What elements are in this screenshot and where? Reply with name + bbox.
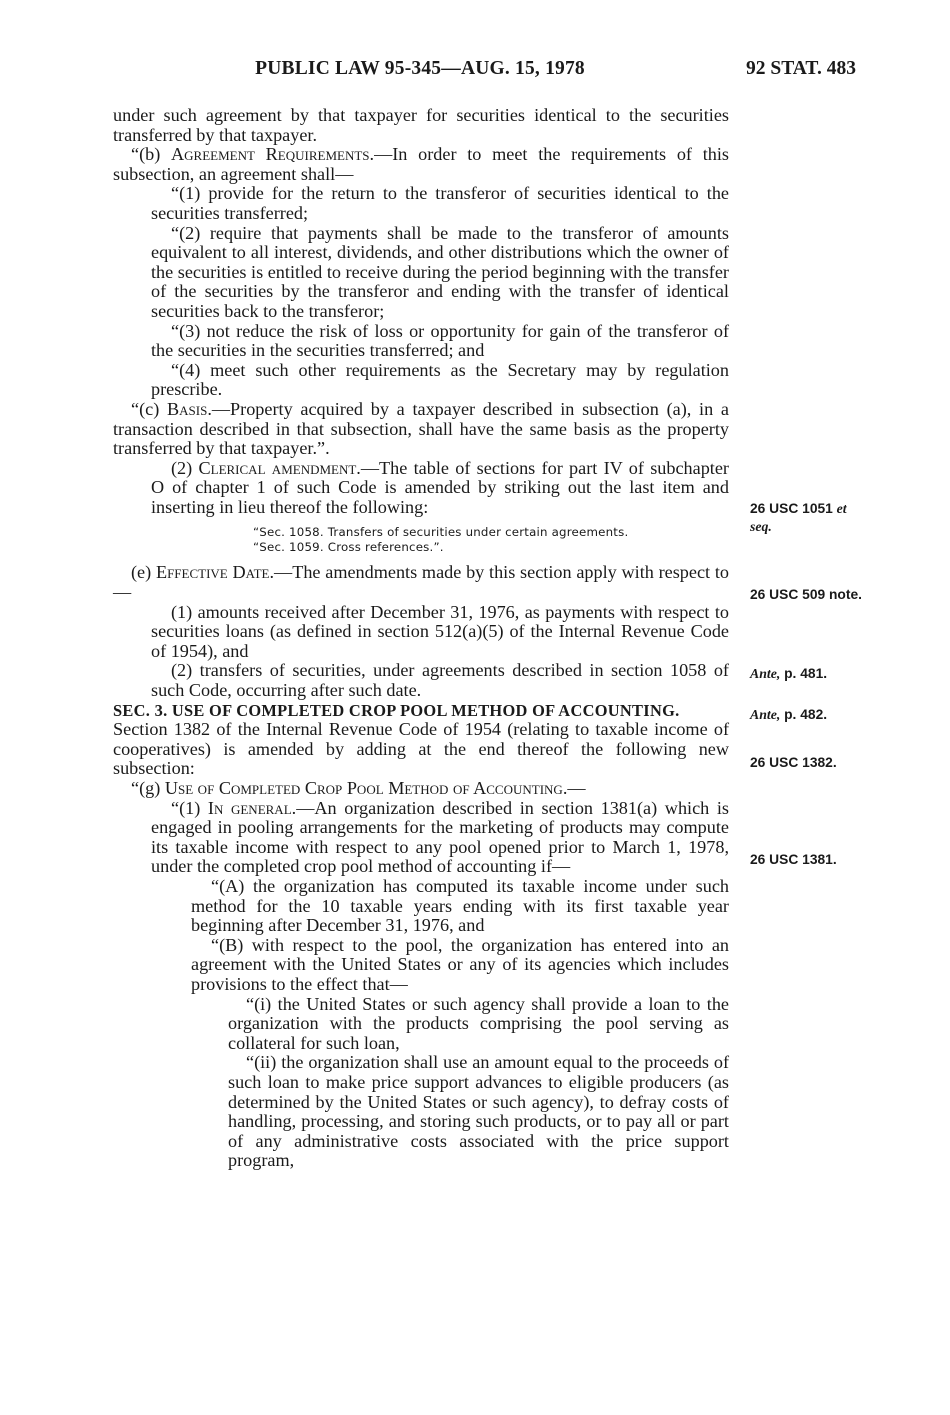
clause-i: “(i) the United States or such agency shall provide a loan to the organization with the products comprising the pool serving as collateral for such loan, (228, 993, 729, 1053)
statute-page-number: 92 STAT. 483 (746, 58, 856, 79)
table-of-sections (113, 525, 729, 555)
table-entry: “Sec. 1058. Transfers of securities under certain agreements. (253, 525, 629, 540)
paragraph-g1-heading: In general (207, 797, 292, 818)
subsection-c-heading: Basis (167, 398, 208, 419)
section-3-text: Section 1382 of the Internal Revenue Code of 1954 (relating to taxable income of cooperatives) is amended by adding at the end thereof the following new subsection: (113, 719, 729, 779)
subparagraph-A: “(A) the organization has computed its taxable income under such method for the 10 taxable years ending with its first taxable year beginning after December 31, 1976, and (191, 875, 729, 936)
clerical-amendment: (2) Clerical amendment.—The table of sections for part IV of subchapter O of chapter 1 of such Code is amended by striking out the last item and inserting in lieu thereof the following: (151, 457, 729, 517)
subsection-e: (e) Effective Date.—The amendments made by this section apply with respect to— (113, 562, 730, 603)
subparagraph-B: “(B) with respect to the pool, the organization has entered into an agreement with the United States or any of its agencies which includes provisions to the effect that— (191, 934, 729, 994)
margin-note-citation: 26 USC 1382. (750, 755, 837, 770)
paragraph-continuation: under such agreement by that taxpayer for securities identical to the securities transferred by that taxpayer. (113, 105, 729, 145)
paragraph-b2: “(2) require that payments shall be made to the transferor of amounts equivalent to all interest, dividends, and other distributions which the owner of the securities is entitled to receive during the period beginning with the transfer of the securities by the transferor and ending with the transfer of identical securities back to the transferor; (151, 222, 729, 321)
clerical-amendment-heading: Clerical amendment (198, 457, 357, 478)
paragraph-g1: “(1) In general.—An organization described in section 1381(a) which is engaged in pooling arrangements for the marketing of products may compute its taxable income with respect to any pool opened prior to March 1, 1978, under the completed crop pool method of accounting if— (151, 797, 730, 877)
paragraph-b1: “(1) provide for the return to the transferor of securities identical to the securities transferred; (151, 183, 729, 223)
subsection-g: “(g) Use of Completed Crop Pool Method of Accounting.— (131, 778, 586, 798)
subsection-b-heading: Agreement Requirements (171, 144, 370, 165)
clause-ii: “(ii) the organization shall use an amount equal to the proceeds of such loan to make price support advances to eligible producers (as determined by the United States or such agency), to defray costs of handling, processing, and storing such products, or to pay all or part of any administrative costs associated with the price support program, (228, 1052, 729, 1171)
margin-note-citation: 26 USC 1381. (750, 852, 837, 867)
margin-note-citation: 26 USC 1051 et seq. (750, 501, 847, 534)
running-header-title: PUBLIC LAW 95-345—AUG. 15, 1978 (255, 58, 585, 79)
paragraph-e1: (1) amounts received after December 31, 1976, as payments with respect to securities loans (as defined in section 512(a)(5) of the Internal Revenue Code of 1954), and (151, 601, 729, 661)
table-entry: “Sec. 1059. Cross references.”. (253, 540, 444, 555)
margin-note-citation: 26 USC 509 note. (750, 587, 862, 602)
subsection-c: “(c) Basis.—Property acquired by a taxpayer described in subsection (a), in a transaction described in that subsection, shall have the same basis as the property transferred by that taxpayer.”. (113, 398, 729, 459)
paragraph-e2: (2) transfers of securities, under agreements described in section 1058 of such Code, occurring after such date. (151, 660, 729, 701)
section-3-heading: SEC. 3. USE OF COMPLETED CROP POOL METHOD OF ACCOUNTING. (113, 700, 680, 720)
paragraph-b3: “(3) not reduce the risk of loss or opportunity for gain of the transferor of the securities in the securities transferred; and (151, 320, 729, 361)
main-text-column (113, 106, 729, 1171)
subsection-b: “(b) Agreement Requirements.—In order to meet the requirements of this subsection, an agreement shall— (113, 144, 729, 184)
paragraph-b4: “(4) meet such other requirements as the Secretary may by regulation prescribe. (151, 359, 729, 400)
margin-note-cross-reference: Ante, p. 481. (750, 666, 828, 681)
margin-note-cross-reference: Ante, p. 482. (750, 707, 828, 722)
subsection-g-heading: Use of Completed Crop Pool Method of Accounting (164, 778, 563, 798)
subsection-e-heading: Effective Date (155, 562, 270, 583)
